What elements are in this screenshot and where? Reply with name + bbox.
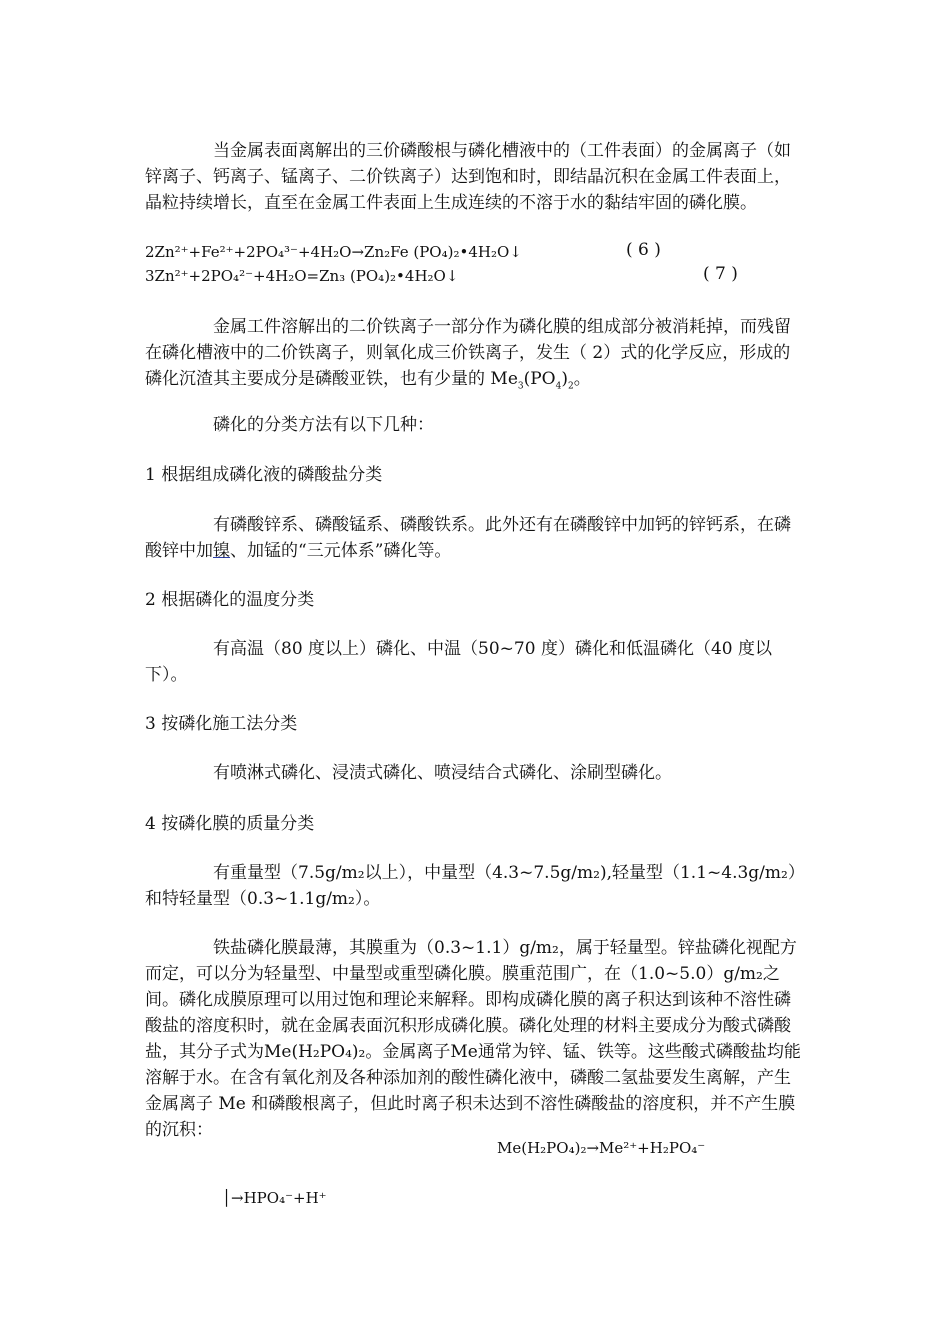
equation-6-number: ( 6 ): [626, 240, 661, 260]
paragraph-film-weight: 有重量型（7.5g/m₂以上），中量型（4.3~7.5g/m₂),轻量型（1.1~4.3g/m₂）和特轻量型（0.3~1.1g/m₂）。: [145, 863, 805, 909]
equation-8: Me(H₂PO₄)₂→Me²⁺+H₂PO₄⁻: [497, 1139, 706, 1157]
paragraph-application: 有喷淋式磷化、浸渍式磷化、喷浸结合式磷化、涂刷型磷化。: [213, 763, 672, 783]
paragraph-classification-intro: 磷化的分类方法有以下几种：: [213, 415, 434, 435]
paragraph-iron-ions-text: 金属工件溶解出的二价铁离子一部分作为磷化膜的组成部分被消耗掉，而残留在磷化槽液中的二价铁离子，则氧化成三价铁离子，发生（ 2）式的化学反应，形成的磷化沉渣其主要成分是磷酸亚铁，也有少量的: [145, 317, 791, 389]
paragraph-film-principle: 铁盐磷化膜最薄，其膜重为（0.3~1.1）g/m₂，属于轻量型。锌盐磷化视配方而定，可以分为轻量型、中量型或重型磷化膜。膜重范围广，在（1.0~5.0）g/m₂之间。磷化成膜原理可以用过饱和理论来解释。即构成磷化膜的离子积达到该种不溶性磷酸盐的溶度积时，就在金属表面沉积形成磷化膜。磷化处理的材料主要成分为酸式磷酸盐，其分子式为Me(H₂PO₄)₂。金属离子Me通常为锌、锰、铁等。这些酸式磷酸盐均能溶解于水。在含有氧化剂及各种添加剂的酸性磷化液中，磷酸二氢盐要发生离解，产生金属离子 Me 和磷酸根离子，但此时离子积未达到不溶性磷酸盐的溶度积，并不产生膜的沉积：: [145, 938, 801, 1140]
formula-close: ): [561, 369, 568, 389]
paragraph-phosphate-types: [145, 512, 805, 564]
equation-6: 2Zn²⁺+Fe²⁺+2PO₄³⁻+4H₂O→Zn₂Fe (PO₄)₂•4H₂O↓: [145, 243, 522, 261]
paragraph-iron-ions: [145, 314, 805, 399]
equation-7: 3Zn²⁺+2PO₄²⁻+4H₂O=Zn₃ (PO₄)₂•4H₂O↓: [145, 267, 459, 285]
paragraph-phosphate-types-a: 有磷酸锌系、磷酸锰系、磷酸铁系。此外还有在磷酸锌中加钙的锌钙系，在磷酸锌中加: [145, 515, 791, 561]
formula-sub-3: 3: [517, 381, 524, 392]
formula-sub-2: 2: [568, 381, 574, 392]
heading-2: 2 根据磷化的温度分类: [145, 590, 315, 610]
paragraph-iron-ions-end: 。: [573, 369, 591, 389]
formula-po: (PO: [523, 369, 556, 389]
paragraph-phosphate-types-b: 、加锰的“三元体系”磷化等。: [230, 541, 452, 561]
paragraph-temperature: 有高温（80 度以上）磷化、中温（50~70 度）磷化和低温磷化（40 度以下）。: [145, 639, 772, 685]
formula-sub-4: 4: [555, 381, 562, 392]
heading-4: 4 按磷化膜的质量分类: [145, 814, 315, 834]
heading-3: 3 按磷化施工法分类: [145, 714, 298, 734]
equation-7-number: ( 7 ): [703, 264, 738, 284]
equation-9: │→HPO₄⁻+H⁺: [222, 1189, 327, 1207]
heading-1: 1 根据组成磷化液的磷酸盐分类: [145, 465, 383, 485]
paragraph-deposition: 当金属表面离解出的三价磷酸根与磷化槽液中的（工件表面）的金属离子（如锌离子、钙离子、锰离子、二价铁离子）达到饱和时，即结晶沉积在金属工件表面上，晶粒持续增长，直至在金属工件表面上生成连续的不溶于水的黏结牢固的磷化膜。: [145, 141, 791, 213]
formula-me: Me: [490, 369, 518, 389]
nickel-link[interactable]: 镍: [213, 541, 230, 561]
